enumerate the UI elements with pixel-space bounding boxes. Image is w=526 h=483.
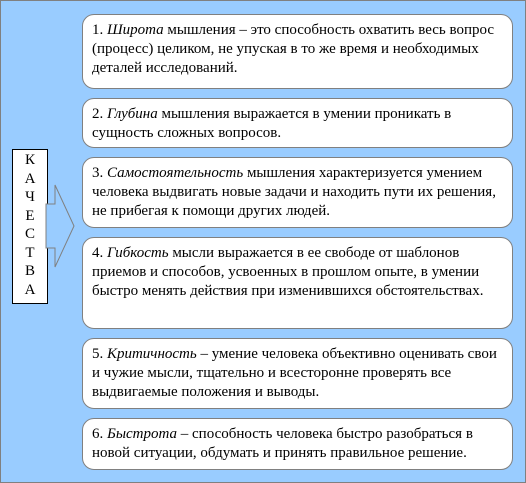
item-number: 5. (92, 346, 107, 362)
quality-description: – умение человека объективно оценивать свои и чужие мысли, тщательно и всесторонне проверять все выдвигаемые положения и выводы. (92, 346, 497, 400)
quality-term: Широта (107, 22, 164, 38)
quality-term: Гибкость (107, 245, 169, 261)
side-letter: Ч (25, 189, 35, 205)
side-letter: С (24, 226, 35, 242)
quality-term: Самостоятельность (107, 165, 244, 181)
quality-term: Глубина (107, 106, 158, 122)
side-letter: А (24, 171, 36, 187)
quality-term: Критичность (107, 346, 197, 362)
quality-description: – способность человека быстро разобраться в новой ситуации, обдумать и принять правильное решение. (92, 426, 473, 461)
quality-term: Быстрота (107, 426, 178, 442)
quality-item-breadth (82, 14, 513, 89)
quality-description: мышления выражается в умении проникать в сущность сложных вопросов. (92, 106, 452, 141)
side-letter: Т (25, 245, 35, 261)
side-letter: К (24, 152, 35, 168)
right-arrow-icon (45, 184, 75, 268)
quality-description: мысли выражается в ее свободе от шаблонов приемов и способов, усвоенных в прошлом опыте, в умении быстро менять действия при изменившихся обстоятельствах. (92, 245, 484, 299)
quality-description: мышления – это способность охватить весь вопрос (процесс) целиком, не упуская в то же время и необходимых деталей исследований. (92, 22, 495, 76)
quality-item-criticality (82, 338, 513, 409)
quality-item-depth (82, 98, 513, 148)
side-letter: В (24, 263, 35, 279)
item-number: 3. (92, 165, 107, 181)
quality-item-flexibility (82, 237, 513, 329)
quality-description: мышления характеризуется умением человека выдвигать новые задачи и находить пути их решения, не прибегая к помощи других людей. (92, 165, 496, 219)
item-number: 2. (92, 106, 107, 122)
quality-item-speed (82, 418, 513, 470)
item-number: 4. (92, 245, 107, 261)
item-number: 1. (92, 22, 107, 38)
side-letter: Е (25, 208, 35, 224)
item-number: 6. (92, 426, 107, 442)
side-label-kachestva (12, 149, 48, 304)
side-letter: А (24, 282, 36, 298)
quality-item-independence (82, 157, 513, 228)
